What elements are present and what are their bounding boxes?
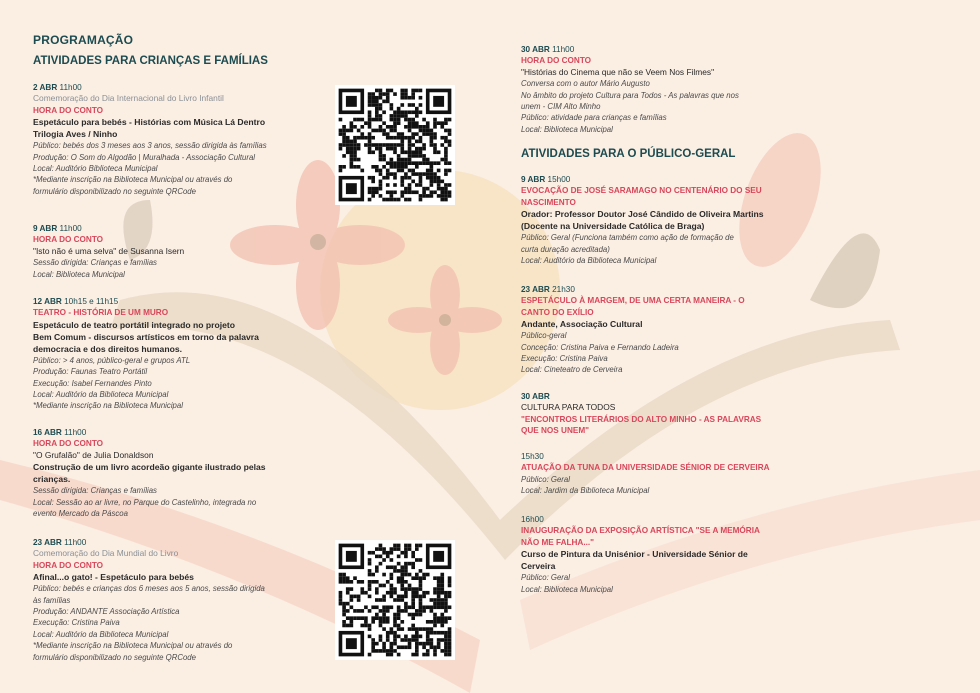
event-category: HORA DO CONTO bbox=[33, 235, 104, 245]
event-detail: Local: Auditório da Biblioteca Municipal bbox=[33, 390, 169, 400]
event-category: HORA DO CONTO bbox=[33, 105, 104, 115]
qr-code[interactable] bbox=[335, 85, 455, 205]
event-detail: Conversa com o autor Mário Augusto bbox=[521, 79, 650, 89]
event-title: "Isto não é uma selva" de Susanna Isern bbox=[33, 245, 185, 256]
event-date bbox=[521, 44, 811, 55]
event-title: Espetáculo para bebés - Histórias com Música Lá Dentro bbox=[33, 117, 266, 128]
event-title: "Histórias do Cinema que não se Veem Nos Filmes" bbox=[521, 66, 715, 77]
event-day: 2 ABR bbox=[33, 83, 58, 92]
event-category: NASCIMENTO bbox=[521, 197, 576, 207]
event-block bbox=[33, 427, 323, 519]
page-title: PROGRAMAÇÃO bbox=[33, 33, 134, 47]
event-detail: Local: Biblioteca Municipal bbox=[521, 124, 613, 134]
event-detail: formulário disponibilizado no seguinte QRCode bbox=[33, 652, 196, 662]
event-detail: evento Mercado da Páscoa bbox=[33, 509, 128, 519]
event-day: 23 ABR bbox=[521, 285, 550, 294]
event-detail: Público-geral bbox=[521, 331, 567, 341]
event-detail: Local: Biblioteca Municipal bbox=[521, 584, 613, 594]
event-category: ESPETÁCULO À MARGEM, DE UMA CERTA MANEIRA - O bbox=[521, 296, 745, 306]
event-detail: Local: Auditório Biblioteca Municipal bbox=[33, 164, 158, 174]
event-date bbox=[521, 451, 811, 462]
event-detail: Sessão dirigida: Crianças e famílias bbox=[33, 258, 157, 268]
leaf-shape bbox=[810, 233, 880, 308]
event-time: 11h00 bbox=[552, 45, 575, 54]
event-date bbox=[33, 427, 323, 438]
event-detail: Público: Geral (Funciona também como ação de formação de bbox=[521, 233, 734, 243]
event-detail: Local: Jardim da Biblioteca Municipal bbox=[521, 486, 650, 496]
event-date bbox=[521, 514, 811, 525]
event-date bbox=[521, 284, 811, 295]
event-occasion: Comemoração do Dia Mundial do Livro bbox=[33, 548, 179, 559]
event-day: 30 ABR bbox=[521, 45, 550, 54]
event-day: 9 ABR bbox=[33, 224, 58, 233]
event-date bbox=[33, 223, 323, 234]
event-detail: Execução: Isabel Fernandes Pinto bbox=[33, 378, 152, 388]
event-category: HORA DO CONTO bbox=[521, 56, 592, 66]
event-category: HORA DO CONTO bbox=[33, 439, 104, 449]
event-title: Bem Comum - discursos artísticos em torno da palavra bbox=[33, 331, 259, 342]
event-date bbox=[33, 537, 323, 548]
event-date bbox=[521, 174, 811, 185]
event-title: Afinal...o gato! - Espetáculo para bebés bbox=[33, 572, 194, 583]
event-detail: No âmbito do projeto Cultura para Todos - As palavras que nos bbox=[521, 90, 739, 100]
event-detail: Local: Biblioteca Municipal bbox=[33, 269, 125, 279]
event-detail: Execução: Cristina Paiva bbox=[521, 354, 608, 364]
event-title: Espetáculo de teatro portátil integrado no projeto bbox=[33, 319, 235, 330]
event-detail: Sessão dirigida: Crianças e famílias bbox=[33, 486, 157, 496]
event-block bbox=[33, 82, 323, 197]
event-title: Orador: Professor Doutor José Cândido de Oliveira Martins bbox=[521, 209, 764, 220]
event-detail: *Mediante inscrição na Biblioteca Municipal bbox=[33, 401, 183, 411]
event-day: 9 ABR bbox=[521, 175, 546, 184]
event-time: 10h15 e 11h15 bbox=[64, 297, 119, 306]
event-detail: Público: atividade para crianças e famílias bbox=[521, 113, 667, 123]
event-category: CANTO DO EXÍLIO bbox=[521, 307, 594, 317]
event-block bbox=[521, 44, 811, 135]
event-title: Andante, Associação Cultural bbox=[521, 319, 643, 330]
event-detail: Produção: O Som do Algodão | Muralhada - Associação Cultural bbox=[33, 152, 256, 162]
event-category: INAUGURAÇÃO DA EXPOSIÇÃO ARTÍSTICA "SE A MEMÓRIA bbox=[521, 526, 760, 536]
event-detail: Público: > 4 anos, público-geral e grupos ATL bbox=[33, 355, 191, 365]
event-block bbox=[521, 284, 811, 376]
event-detail: Produção: Faunas Teatro Portátil bbox=[33, 367, 148, 377]
event-block bbox=[521, 174, 811, 266]
event-detail: Local: Auditório da Biblioteca Municipal bbox=[33, 629, 169, 639]
event-detail: Execução: Cristina Paiva bbox=[33, 618, 120, 628]
event-title: Cerveira bbox=[521, 561, 556, 572]
event-category: EVOCAÇÃO DE JOSÉ SARAMAGO NO CENTENÁRIO DO SEU bbox=[521, 186, 762, 196]
event-detail: Local: Cineteatro de Cerveira bbox=[521, 365, 623, 375]
event-detail: *Mediante inscrição na Biblioteca Municipal ou através do bbox=[33, 641, 233, 651]
event-block bbox=[521, 514, 811, 595]
event-detail: Conceção: Cristina Paiva e Fernando Ladeira bbox=[521, 342, 679, 352]
event-block bbox=[33, 537, 323, 663]
event-detail: *Mediante inscrição na Biblioteca Municipal ou através do bbox=[33, 175, 233, 185]
event-detail: curta duração acreditada) bbox=[521, 244, 610, 254]
event-day: 12 ABR bbox=[33, 297, 62, 306]
event-detail: unem - CIM Alto Minho bbox=[521, 102, 601, 112]
event-category: "ENCONTROS LITERÁRIOS DO ALTO MINHO - AS PALAVRAS bbox=[521, 414, 762, 424]
event-detail: Público: Geral bbox=[521, 474, 570, 484]
event-block bbox=[521, 391, 811, 437]
event-day: 16 ABR bbox=[33, 428, 62, 437]
event-detail: Produção: ANDANTE Associação Artística bbox=[33, 607, 180, 617]
event-category: NÃO ME FALHA..." bbox=[521, 537, 595, 547]
event-block bbox=[33, 223, 323, 280]
event-title: democracia e dos direitos humanos. bbox=[33, 343, 183, 354]
event-time: 11h00 bbox=[59, 83, 82, 92]
event-category: QUE NOS UNEM" bbox=[521, 426, 590, 436]
event-detail: formulário disponibilizado no seguinte QRCode bbox=[33, 186, 196, 196]
event-time: 15h00 bbox=[547, 175, 571, 184]
event-day: 30 ABR bbox=[521, 392, 550, 401]
event-title: CULTURA PARA TODOS bbox=[521, 402, 616, 413]
event-block bbox=[521, 451, 811, 497]
event-date bbox=[33, 296, 323, 307]
section-heading-general: ATIVIDADES PARA O PÚBLICO-GERAL bbox=[521, 148, 736, 160]
event-title: "O Grufalão" de Julia Donaldson bbox=[33, 449, 154, 460]
event-date bbox=[33, 82, 323, 93]
event-occasion: Comemoração do Dia Internacional do Livro Infantil bbox=[33, 93, 224, 104]
event-title: Construção de um livro acordeão gigante ilustrado pelas bbox=[33, 462, 266, 473]
event-time: 21h30 bbox=[552, 285, 575, 294]
section-heading-children: ATIVIDADES PARA CRIANÇAS E FAMÍLIAS bbox=[33, 55, 268, 67]
event-block bbox=[33, 296, 323, 412]
event-time: 11h00 bbox=[59, 224, 82, 233]
event-title: Curso de Pintura da Unisénior - Universidade Sénior de bbox=[521, 549, 748, 560]
event-detail: às famílias bbox=[33, 595, 71, 605]
event-title: crianças. bbox=[33, 474, 71, 485]
event-time: 16h00 bbox=[521, 515, 544, 524]
event-time: 11h00 bbox=[64, 538, 87, 547]
event-category: HORA DO CONTO bbox=[33, 560, 104, 570]
event-day: 23 ABR bbox=[33, 538, 62, 547]
event-detail: Local: Sessão ao ar livre, no Parque do Castelinho, integrada no bbox=[33, 497, 257, 507]
event-title: Trilogia Aves / Ninho bbox=[33, 129, 118, 140]
event-title: (Docente na Universidade Católica de Braga) bbox=[521, 221, 705, 232]
event-time: 11h00 bbox=[64, 428, 87, 437]
event-detail: Público: Geral bbox=[521, 573, 570, 583]
event-category: TEATRO - HISTÓRIA DE UM MURO bbox=[33, 308, 169, 318]
event-detail: Público: bebés dos 3 meses aos 3 anos, sessão dirigida às famílias bbox=[33, 141, 267, 151]
event-detail: Local: Auditório da Biblioteca Municipal bbox=[521, 256, 657, 266]
qr-code[interactable] bbox=[335, 540, 455, 660]
event-detail: Público: bebés e crianças dos 6 meses aos 5 anos, sessão dirigida bbox=[33, 584, 265, 594]
event-date bbox=[521, 391, 811, 402]
event-category: ATUAÇÃO DA TUNA DA UNIVERSIDADE SÉNIOR DE CERVEIRA bbox=[521, 463, 770, 473]
event-time: 15h30 bbox=[521, 452, 544, 461]
